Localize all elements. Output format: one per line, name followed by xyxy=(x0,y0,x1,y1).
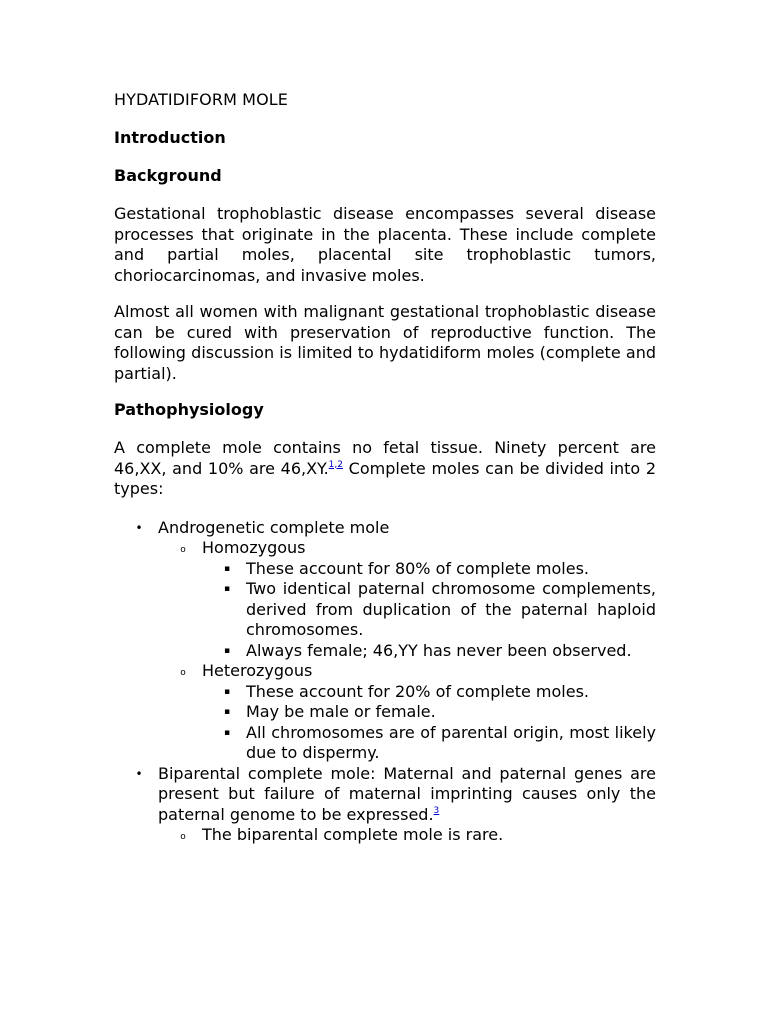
bullet-circle-icon: o xyxy=(180,832,186,842)
list-item-biparental xyxy=(114,764,656,826)
bullet-square-icon: ▪ xyxy=(223,645,231,656)
list-item-heterozygous xyxy=(156,661,656,682)
bullet-circle-icon: o xyxy=(180,668,186,678)
list-item-androgenetic xyxy=(114,518,656,539)
bullet-square-icon: ▪ xyxy=(223,584,231,594)
heterozygous-item-2: May be male or female. xyxy=(246,702,436,721)
bullet-square-icon: ▪ xyxy=(223,686,231,697)
bullet-dot-icon: • xyxy=(135,520,143,535)
list-item-homozygous-1 xyxy=(200,559,656,580)
bullet-dot-icon: • xyxy=(135,766,143,781)
document-body xyxy=(114,90,656,846)
mole-types-list xyxy=(114,518,656,846)
heterozygous-sublist xyxy=(202,682,656,764)
pathophysiology-paragraph-1 xyxy=(114,438,656,500)
list-item-biparental-rare xyxy=(156,825,656,846)
list-item-homozygous-3 xyxy=(200,641,656,662)
androgenetic-sublist-2 xyxy=(158,661,656,682)
citation-ref-1-2 xyxy=(329,460,343,470)
heterozygous-label: Heterozygous xyxy=(202,661,313,680)
homozygous-item-2: Two identical paternal chromosome complements, derived from duplication of the paternal haploid chromosomes. xyxy=(246,579,656,639)
homozygous-item-1: These account for 80% of complete moles. xyxy=(246,558,589,578)
biparental-label xyxy=(158,764,656,826)
bullet-square-icon: ▪ xyxy=(223,563,231,574)
bullet-circle-icon: o xyxy=(180,545,186,555)
homozygous-label: Homozygous xyxy=(202,538,306,557)
homozygous-item-3: Always female; 46,YY has never been observed. xyxy=(246,640,632,660)
bullet-square-icon: ▪ xyxy=(223,707,231,717)
patho-text-before: A complete mole contains no fetal tissue. Ninety percent are 46,XX, and 10% are 46,XY. xyxy=(114,438,656,478)
section-heading-pathophysiology: Pathophysiology xyxy=(114,400,264,419)
citation-ref-3 xyxy=(434,806,440,816)
citation-link-1-2[interactable]: 1,2 xyxy=(328,459,343,470)
patho-text-after: Complete moles can be divided into 2 types: xyxy=(114,458,656,498)
document-title: HYDATIDIFORM MOLE xyxy=(114,90,289,109)
list-item-heterozygous-2 xyxy=(200,702,656,723)
homozygous-sublist xyxy=(202,559,656,662)
section-heading-background: Background xyxy=(114,166,222,185)
biparental-text: Biparental complete mole: Maternal and paternal genes are present but failure of maternal imprinting causes only the paternal genome to be expressed. xyxy=(158,763,656,824)
list-item-homozygous xyxy=(156,538,656,559)
heterozygous-item-3: All chromosomes are of parental origin, most likely due to dispermy. xyxy=(246,722,656,762)
list-item-homozygous-2 xyxy=(200,579,656,641)
section-heading-introduction: Introduction xyxy=(114,128,226,147)
bullet-square-icon: ▪ xyxy=(223,727,231,738)
biparental-list xyxy=(114,764,656,826)
biparental-sub-label: The biparental complete mole is rare. xyxy=(202,825,504,844)
androgenetic-label: Androgenetic complete mole xyxy=(158,517,390,537)
background-paragraph-2: Almost all women with malignant gestational trophoblastic disease can be cured with preservation of reproductive function. The following discussion is limited to hydatidiform moles (complete and partial). xyxy=(114,302,656,383)
background-paragraph-1: Gestational trophoblastic disease encompasses several disease processes that originate in the placenta. These include complete and partial moles, placental site trophoblastic tumors, choriocarcinomas, and invasive moles. xyxy=(114,204,656,285)
list-item-heterozygous-1 xyxy=(200,682,656,703)
heterozygous-item-1: These account for 20% of complete moles. xyxy=(246,681,589,701)
androgenetic-sublist xyxy=(158,538,656,559)
list-item-heterozygous-3 xyxy=(200,723,656,764)
citation-link-3[interactable]: 3 xyxy=(433,805,440,816)
biparental-sublist xyxy=(158,825,656,846)
